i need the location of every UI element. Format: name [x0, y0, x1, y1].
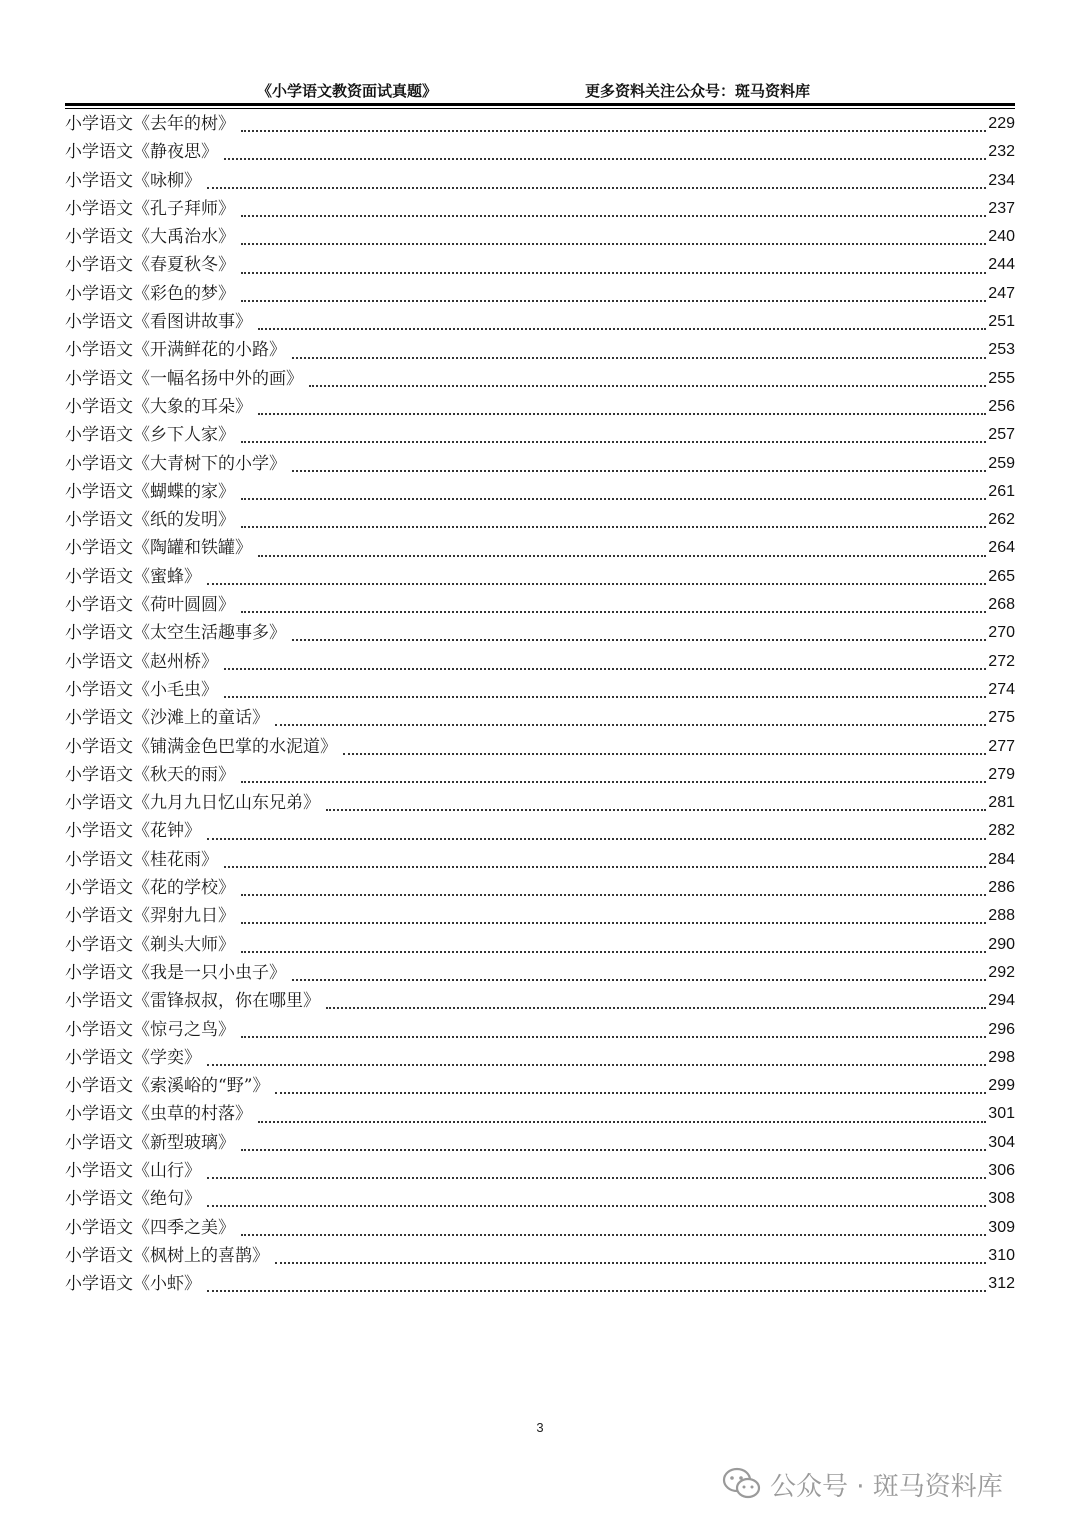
- toc-entry-title: 小学语文《咏柳》: [65, 170, 201, 191]
- toc-dot-leader: [292, 468, 986, 472]
- toc-entry-title: 小学语文《绝句》: [65, 1189, 201, 1210]
- toc-entry-page: 253: [988, 341, 1015, 359]
- toc-entry-page: 247: [988, 284, 1015, 302]
- toc-entry-title: 小学语文《索溪峪的“野”》: [65, 1076, 270, 1097]
- toc-entry[interactable]: [65, 1129, 1015, 1157]
- toc-dot-leader: [309, 383, 986, 387]
- toc-entry[interactable]: [65, 110, 1015, 138]
- toc-entry[interactable]: [65, 1016, 1015, 1044]
- toc-entry[interactable]: [65, 167, 1015, 195]
- watermark: [722, 1464, 1003, 1504]
- toc-dot-leader: [241, 439, 986, 443]
- toc-entry-title: 小学语文《桂花雨》: [65, 849, 218, 870]
- toc-entry[interactable]: [65, 280, 1015, 308]
- toc-dot-leader: [326, 1005, 986, 1009]
- table-of-contents: [65, 110, 1015, 1298]
- toc-entry-title: 小学语文《我是一只小虫子》: [65, 962, 286, 983]
- page-number: 3: [536, 1420, 544, 1435]
- toc-entry-title: 小学语文《乡下人家》: [65, 425, 235, 446]
- toc-entry-title: 小学语文《四季之美》: [65, 1217, 235, 1238]
- toc-entry-page: 240: [988, 228, 1015, 246]
- toc-dot-leader: [326, 807, 986, 811]
- toc-entry-page: 264: [988, 539, 1015, 557]
- toc-entry-title: 小学语文《山行》: [65, 1160, 201, 1181]
- toc-entry-title: 小学语文《惊弓之鸟》: [65, 1019, 235, 1040]
- toc-dot-leader: [258, 1119, 986, 1123]
- toc-entry-page: 259: [988, 454, 1015, 472]
- toc-entry-title: 小学语文《开满鲜花的小路》: [65, 340, 286, 361]
- toc-entry[interactable]: [65, 1157, 1015, 1185]
- toc-dot-leader: [241, 496, 986, 500]
- toc-dot-leader: [207, 1203, 986, 1207]
- toc-entry-page: 237: [988, 199, 1015, 217]
- toc-dot-leader: [224, 156, 986, 160]
- toc-dot-leader: [241, 270, 986, 274]
- toc-dot-leader: [241, 241, 986, 245]
- toc-entry-page: 270: [988, 624, 1015, 642]
- toc-dot-leader: [224, 694, 986, 698]
- document-title: 《小学语文教资面试真题》: [257, 82, 438, 100]
- toc-entry-title: 小学语文《小虾》: [65, 1274, 201, 1295]
- toc-dot-leader: [258, 411, 986, 415]
- toc-entry-title: 小学语文《虫草的村落》: [65, 1104, 252, 1125]
- toc-dot-leader: [241, 1147, 986, 1151]
- toc-entry-title: 小学语文《雷锋叔叔，你在哪里》: [65, 991, 320, 1012]
- toc-entry[interactable]: [65, 1185, 1015, 1213]
- toc-dot-leader: [343, 751, 986, 755]
- toc-entry[interactable]: [65, 421, 1015, 449]
- toc-entry-page: 304: [988, 1133, 1015, 1151]
- toc-entry-title: 小学语文《花钟》: [65, 821, 201, 842]
- toc-entry-title: 小学语文《羿射九日》: [65, 906, 235, 927]
- toc-entry-title: 小学语文《看图讲故事》: [65, 312, 252, 333]
- toc-entry-page: 299: [988, 1077, 1015, 1095]
- toc-entry-title: 小学语文《大禹治水》: [65, 227, 235, 248]
- toc-entry-page: 310: [988, 1246, 1015, 1264]
- toc-entry[interactable]: [65, 676, 1015, 704]
- toc-entry-title: 小学语文《一幅名扬中外的画》: [65, 368, 303, 389]
- toc-entry[interactable]: [65, 563, 1015, 591]
- toc-entry[interactable]: [65, 846, 1015, 874]
- toc-dot-leader: [241, 609, 986, 613]
- toc-entry-page: 234: [988, 171, 1015, 189]
- toc-entry-page: 232: [988, 143, 1015, 161]
- toc-entry-page: 257: [988, 426, 1015, 444]
- toc-entry[interactable]: [65, 365, 1015, 393]
- toc-entry-page: 309: [988, 1218, 1015, 1236]
- toc-entry[interactable]: [65, 761, 1015, 789]
- toc-entry-title: 小学语文《太空生活趣事多》: [65, 623, 286, 644]
- toc-entry-page: 306: [988, 1161, 1015, 1179]
- toc-entry[interactable]: [65, 138, 1015, 166]
- toc-entry-title: 小学语文《纸的发明》: [65, 510, 235, 531]
- toc-entry-page: 229: [988, 115, 1015, 132]
- toc-entry[interactable]: [65, 1100, 1015, 1128]
- toc-entry-title: 小学语文《新型玻璃》: [65, 1132, 235, 1153]
- toc-entry-page: 292: [988, 963, 1015, 981]
- page-header: [65, 78, 1015, 102]
- header-divider: [65, 103, 1015, 106]
- toc-entry-title: 小学语文《蜜蜂》: [65, 566, 201, 587]
- toc-dot-leader: [241, 213, 986, 217]
- toc-entry-title: 小学语文《陶罐和铁罐》: [65, 538, 252, 559]
- toc-entry-title: 小学语文《大青树下的小学》: [65, 453, 286, 474]
- toc-entry[interactable]: [65, 308, 1015, 336]
- toc-dot-leader: [241, 298, 986, 302]
- toc-entry-page: 256: [988, 397, 1015, 415]
- toc-dot-leader: [275, 1260, 986, 1264]
- toc-entry[interactable]: [65, 817, 1015, 845]
- toc-entry-page: 272: [988, 652, 1015, 670]
- toc-dot-leader: [207, 1175, 986, 1179]
- toc-entry-title: 小学语文《学奕》: [65, 1047, 201, 1068]
- toc-dot-leader: [241, 128, 986, 132]
- toc-entry-page: 261: [988, 482, 1015, 500]
- toc-entry-page: 290: [988, 935, 1015, 953]
- toc-entry-title: 小学语文《铺满金色巴掌的水泥道》: [65, 736, 337, 757]
- toc-entry-title: 小学语文《秋天的雨》: [65, 764, 235, 785]
- toc-entry-title: 小学语文《静夜思》: [65, 142, 218, 163]
- toc-entry[interactable]: [65, 987, 1015, 1015]
- toc-entry-title: 小学语文《春夏秋冬》: [65, 255, 235, 276]
- toc-dot-leader: [207, 836, 986, 840]
- toc-entry[interactable]: [65, 251, 1015, 279]
- toc-dot-leader: [275, 722, 986, 726]
- toc-entry-page: 294: [988, 992, 1015, 1010]
- toc-entry[interactable]: [65, 450, 1015, 478]
- toc-entry-page: 262: [988, 511, 1015, 529]
- toc-entry[interactable]: [65, 704, 1015, 732]
- toc-entry[interactable]: [65, 619, 1015, 647]
- toc-entry[interactable]: [65, 1242, 1015, 1270]
- toc-entry-page: 288: [988, 907, 1015, 925]
- header-note: 更多资料关注公众号：斑马资料库: [585, 82, 811, 100]
- toc-dot-leader: [224, 864, 986, 868]
- header-divider-thin: [65, 108, 1015, 109]
- toc-dot-leader: [241, 524, 986, 528]
- toc-dot-leader: [241, 949, 986, 953]
- toc-dot-leader: [241, 920, 986, 924]
- toc-entry-page: 265: [988, 567, 1015, 585]
- toc-entry[interactable]: [65, 1270, 1015, 1298]
- toc-dot-leader: [258, 326, 986, 330]
- toc-entry-title: 小学语文《荷叶圆圆》: [65, 595, 235, 616]
- toc-entry-title: 小学语文《孔子拜师》: [65, 198, 235, 219]
- toc-entry-title: 小学语文《赵州桥》: [65, 651, 218, 672]
- toc-entry-page: 277: [988, 737, 1015, 755]
- toc-entry[interactable]: [65, 902, 1015, 930]
- toc-entry-title: 小学语文《小毛虫》: [65, 679, 218, 700]
- toc-entry[interactable]: [65, 1214, 1015, 1242]
- toc-dot-leader: [207, 1062, 986, 1066]
- toc-entry[interactable]: [65, 506, 1015, 534]
- toc-entry-title: 小学语文《蝴蝶的家》: [65, 481, 235, 502]
- toc-entry-title: 小学语文《彩色的梦》: [65, 283, 235, 304]
- toc-entry[interactable]: [65, 478, 1015, 506]
- toc-entry[interactable]: [65, 195, 1015, 223]
- toc-entry-page: 281: [988, 794, 1015, 812]
- toc-entry-page: 286: [988, 879, 1015, 897]
- toc-entry-title: 小学语文《去年的树》: [65, 114, 235, 134]
- toc-entry-title: 小学语文《枫树上的喜鹊》: [65, 1245, 269, 1266]
- toc-entry-title: 小学语文《沙滩上的童话》: [65, 708, 269, 729]
- toc-entry[interactable]: [65, 874, 1015, 902]
- toc-entry-page: 284: [988, 850, 1015, 868]
- toc-dot-leader: [224, 666, 986, 670]
- toc-dot-leader: [292, 977, 986, 981]
- toc-entry[interactable]: [65, 336, 1015, 364]
- toc-entry[interactable]: [65, 931, 1015, 959]
- toc-entry-page: 275: [988, 709, 1015, 727]
- toc-dot-leader: [241, 1232, 986, 1236]
- toc-dot-leader: [292, 355, 986, 359]
- toc-dot-leader: [258, 553, 986, 557]
- toc-entry[interactable]: [65, 591, 1015, 619]
- toc-entry[interactable]: [65, 393, 1015, 421]
- toc-entry-page: 244: [988, 256, 1015, 274]
- toc-dot-leader: [241, 892, 986, 896]
- toc-entry-page: 282: [988, 822, 1015, 840]
- toc-entry[interactable]: [65, 648, 1015, 676]
- watermark-text: 公众号 · 斑马资料库: [770, 1471, 1003, 1502]
- toc-entry-page: 312: [988, 1275, 1015, 1293]
- toc-entry-page: 296: [988, 1020, 1015, 1038]
- toc-entry[interactable]: [65, 534, 1015, 562]
- toc-dot-leader: [292, 637, 986, 641]
- toc-dot-leader: [241, 1034, 986, 1038]
- toc-entry-page: 255: [988, 369, 1015, 387]
- toc-entry[interactable]: [65, 789, 1015, 817]
- toc-entry[interactable]: [65, 1072, 1015, 1100]
- toc-entry-title: 小学语文《九月九日忆山东兄弟》: [65, 793, 320, 814]
- toc-dot-leader: [241, 779, 986, 783]
- toc-entry-page: 268: [988, 596, 1015, 614]
- toc-entry-page: 251: [988, 313, 1015, 331]
- toc-entry-title: 小学语文《剃头大师》: [65, 934, 235, 955]
- toc-dot-leader: [207, 185, 986, 189]
- toc-entry-page: 298: [988, 1048, 1015, 1066]
- toc-entry[interactable]: [65, 733, 1015, 761]
- toc-dot-leader: [207, 1288, 986, 1292]
- toc-entry-page: 279: [988, 765, 1015, 783]
- toc-entry[interactable]: [65, 959, 1015, 987]
- toc-entry-page: 308: [988, 1190, 1015, 1208]
- toc-entry[interactable]: [65, 1044, 1015, 1072]
- toc-entry[interactable]: [65, 223, 1015, 251]
- toc-entry-title: 小学语文《花的学校》: [65, 878, 235, 899]
- toc-entry-title: 小学语文《大象的耳朵》: [65, 396, 252, 417]
- wechat-icon: [722, 1467, 762, 1501]
- toc-dot-leader: [275, 1090, 986, 1094]
- toc-entry-page: 274: [988, 680, 1015, 698]
- toc-dot-leader: [207, 581, 986, 585]
- toc-entry-page: 301: [988, 1105, 1015, 1123]
